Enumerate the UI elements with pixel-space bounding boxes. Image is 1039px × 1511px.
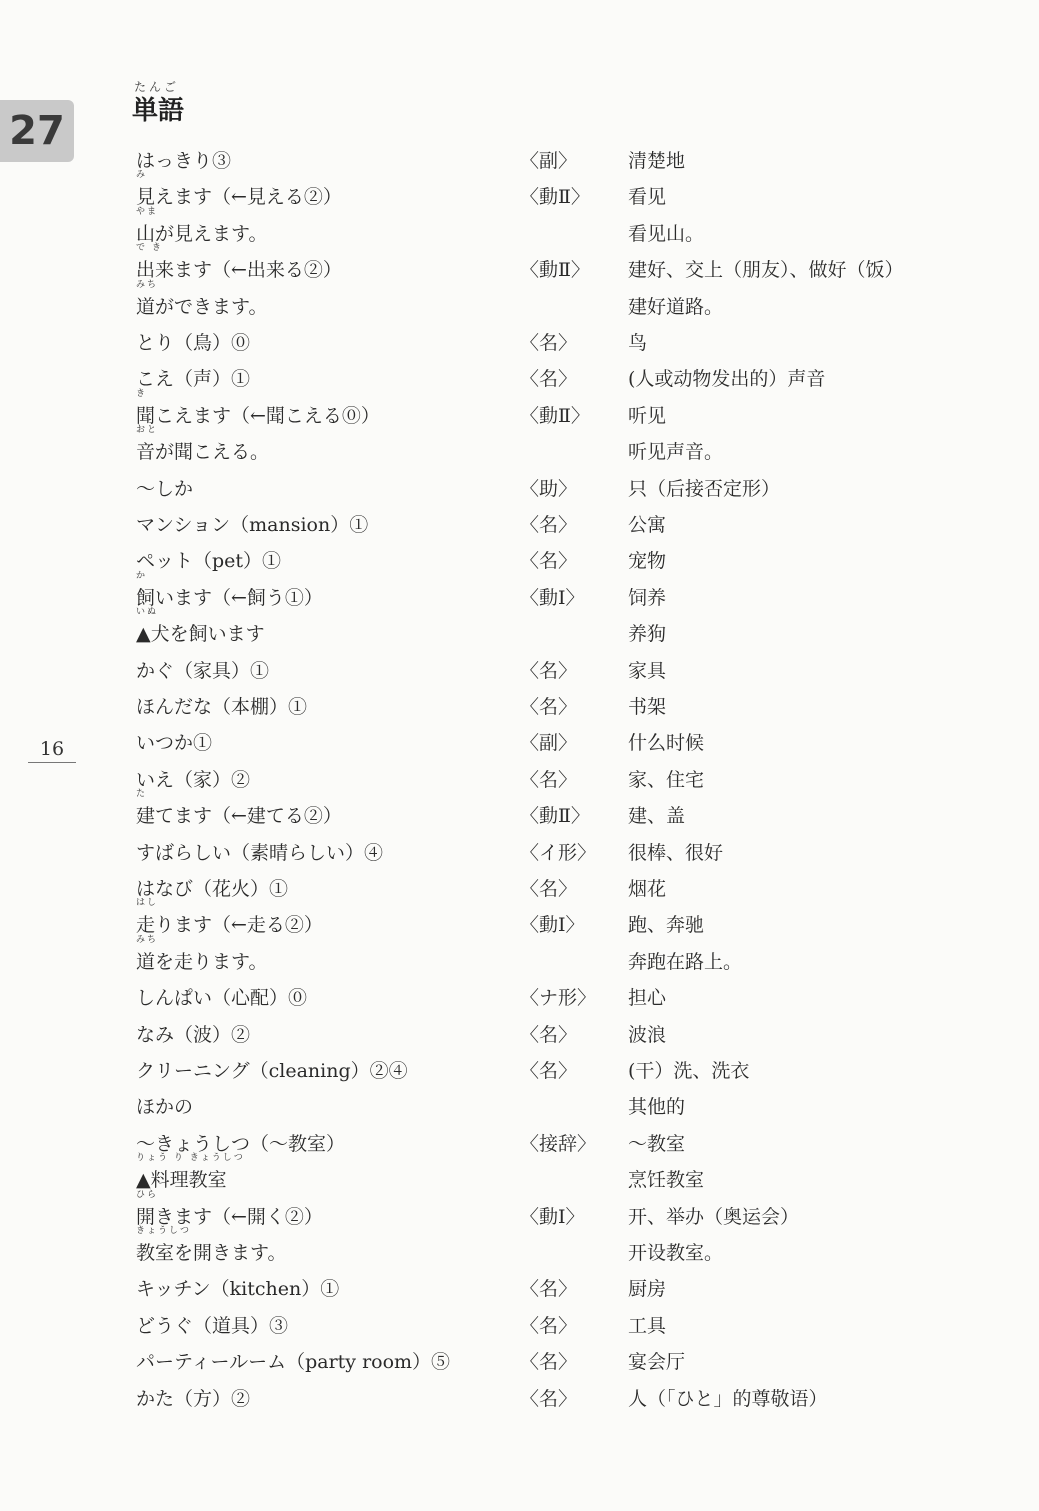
part-of-speech: 〈名〉 <box>520 1388 578 1410</box>
furigana: いぬ <box>136 607 159 617</box>
vocab-word: キッチン（kitchen）① <box>136 1278 340 1300</box>
vocab-word: 道ができます。 <box>136 296 268 318</box>
furigana: はし <box>136 898 159 908</box>
vocab-word: いつか① <box>136 732 213 754</box>
vocab-row <box>0 1271 1039 1307</box>
vocab-meaning: 家、住宅 <box>628 769 705 791</box>
vocab-row <box>0 361 1039 397</box>
vocab-word: 山が見えます。 <box>136 223 268 245</box>
part-of-speech: 〈名〉 <box>520 1024 578 1046</box>
vocab-meaning: 宴会厅 <box>628 1351 686 1373</box>
vocab-meaning: 建好道路。 <box>628 296 724 318</box>
vocab-word: ▲料理教室 <box>136 1169 227 1191</box>
part-of-speech: 〈動Ⅱ〉 <box>520 805 590 827</box>
vocab-meaning: ～教室 <box>628 1133 686 1155</box>
vocab-word: ▲犬を飼います <box>136 623 265 645</box>
vocab-meaning: 其他的 <box>628 1096 686 1118</box>
part-of-speech: 〈動Ⅱ〉 <box>520 186 590 208</box>
vocab-row <box>0 1381 1039 1417</box>
vocab-meaning: 看见山。 <box>628 223 705 245</box>
vocab-row <box>0 325 1039 361</box>
vocab-meaning: 宠物 <box>628 550 667 572</box>
furigana: み <box>136 170 148 180</box>
part-of-speech: 〈動Ⅱ〉 <box>520 405 590 427</box>
vocab-row <box>0 471 1039 507</box>
vocab-word: 道を走ります。 <box>136 951 268 973</box>
vocab-meaning: 公寓 <box>628 514 667 536</box>
part-of-speech: 〈名〉 <box>520 878 578 900</box>
part-of-speech: 〈ナ形〉 <box>520 987 597 1009</box>
part-of-speech: 〈名〉 <box>520 1315 578 1337</box>
part-of-speech: 〈助〉 <box>520 478 578 500</box>
part-of-speech: 〈イ形〉 <box>520 842 597 864</box>
furigana: か <box>136 571 148 581</box>
vocab-meaning: 建好、交上（朋友）、做好（饭） <box>628 259 904 281</box>
vocab-word: ペット（pet）① <box>136 550 282 572</box>
vocab-word: しんぱい（心配）⓪ <box>136 987 308 1009</box>
vocab-meaning: (干）洗、洗衣 <box>628 1060 750 1082</box>
part-of-speech: 〈動Ⅰ〉 <box>520 1206 585 1228</box>
vocab-word: なみ（波）② <box>136 1024 251 1046</box>
furigana: みち <box>136 935 159 945</box>
vocab-row <box>0 835 1039 871</box>
vocab-word: 聞こえます（←聞こえる⓪） <box>136 405 380 427</box>
title-ruby: たんご <box>134 80 180 94</box>
furigana: き <box>136 389 148 399</box>
vocab-meaning: (人或动物发出的）声音 <box>628 368 826 390</box>
furigana: りょう り きょうしつ <box>136 1153 245 1163</box>
vocab-word: かた（方）② <box>136 1388 251 1410</box>
vocab-meaning: 人（「ひと」的尊敬语） <box>628 1388 828 1410</box>
part-of-speech: 〈名〉 <box>520 514 578 536</box>
vocab-word: どうぐ（道具）③ <box>136 1315 289 1337</box>
part-of-speech: 〈名〉 <box>520 1060 578 1082</box>
vocab-word: とり（鳥）⓪ <box>136 332 251 354</box>
furigana: で き <box>136 243 163 253</box>
vocab-row <box>0 935 1039 980</box>
vocab-word: パーティールーム（party room）⑤ <box>136 1351 451 1373</box>
part-of-speech: 〈動Ⅱ〉 <box>520 259 590 281</box>
vocab-meaning: 厨房 <box>628 1278 667 1300</box>
part-of-speech: 〈動Ⅰ〉 <box>520 587 585 609</box>
vocab-meaning: 看见 <box>628 186 667 208</box>
vocab-meaning: 家具 <box>628 660 667 682</box>
vocab-word: 走ります（←走る②） <box>136 914 323 936</box>
vocab-word: クリーニング（cleaning）②④ <box>136 1060 408 1082</box>
lesson-number-tab: 27 <box>0 100 74 162</box>
vocab-row <box>0 1308 1039 1344</box>
vocab-meaning: 奔跑在路上。 <box>628 951 743 973</box>
vocab-word: はなび（花火）① <box>136 878 289 900</box>
vocab-word: ほかの <box>136 1096 194 1118</box>
vocab-word: こえ（声）① <box>136 368 251 390</box>
vocab-word: いえ（家）② <box>136 769 251 791</box>
vocab-word: 飼います（←飼う①） <box>136 587 323 609</box>
furigana: きょうしつ <box>136 1226 192 1236</box>
vocab-meaning: 建、盖 <box>628 805 686 827</box>
vocab-word: 建てます（←建てる②） <box>136 805 342 827</box>
vocab-meaning: 什么时候 <box>628 732 705 754</box>
vocab-meaning: 跑、奔驰 <box>628 914 705 936</box>
part-of-speech: 〈名〉 <box>520 696 578 718</box>
vocab-row <box>0 607 1039 652</box>
vocab-word: ～きょうしつ（～教室） <box>136 1133 346 1155</box>
vocab-meaning: 听见声音。 <box>628 441 724 463</box>
vocab-row <box>0 543 1039 579</box>
vocab-row <box>0 507 1039 543</box>
page-number: 16 <box>28 738 76 763</box>
part-of-speech: 〈副〉 <box>520 732 578 754</box>
vocab-meaning: 工具 <box>628 1315 667 1337</box>
vocab-word: 出来ます（←出来る②） <box>136 259 342 281</box>
vocab-meaning: 担心 <box>628 987 667 1009</box>
furigana: おと <box>136 425 159 435</box>
vocab-row <box>0 1344 1039 1380</box>
vocab-meaning: 清楚地 <box>628 150 686 172</box>
vocab-meaning: 开、举办（奥运会） <box>628 1206 800 1228</box>
vocab-row <box>0 1226 1039 1271</box>
vocab-meaning: 听见 <box>628 405 667 427</box>
furigana: た <box>136 789 148 799</box>
part-of-speech: 〈名〉 <box>520 1278 578 1300</box>
vocab-meaning: 鸟 <box>628 332 648 354</box>
vocab-word: はっきり③ <box>136 150 232 172</box>
vocab-meaning: 波浪 <box>628 1024 667 1046</box>
vocab-word: かぐ（家具）① <box>136 660 270 682</box>
vocab-row <box>0 143 1039 179</box>
vocab-row <box>0 1053 1039 1089</box>
part-of-speech: 〈名〉 <box>520 550 578 572</box>
furigana: ひら <box>136 1190 159 1200</box>
vocab-word: ほんだな（本棚）① <box>136 696 308 718</box>
part-of-speech: 〈名〉 <box>520 769 578 791</box>
vocab-row <box>0 762 1039 798</box>
part-of-speech: 〈動Ⅰ〉 <box>520 914 585 936</box>
vocab-meaning: 只（后接否定形） <box>628 478 781 500</box>
vocab-word: すばらしい（素晴らしい）④ <box>136 842 384 864</box>
vocab-row <box>0 1017 1039 1053</box>
vocab-word: ～しか <box>136 478 194 500</box>
part-of-speech: 〈名〉 <box>520 332 578 354</box>
vocab-word: 音が聞こえる。 <box>136 441 270 463</box>
vocab-row <box>0 789 1039 834</box>
vocab-row <box>0 980 1039 1016</box>
part-of-speech: 〈名〉 <box>520 368 578 390</box>
vocab-word: 開きます（←開く②） <box>136 1206 323 1228</box>
vocab-row <box>0 725 1039 761</box>
vocab-meaning: 饲养 <box>628 587 667 609</box>
vocab-meaning: 开设教室。 <box>628 1242 724 1264</box>
page-title: 単語 <box>132 96 185 126</box>
furigana: やま <box>136 207 159 217</box>
part-of-speech: 〈接辞〉 <box>520 1133 597 1155</box>
vocab-row <box>0 280 1039 325</box>
part-of-speech: 〈副〉 <box>520 150 578 172</box>
vocab-meaning: 书架 <box>628 696 667 718</box>
vocab-meaning: 烟花 <box>628 878 667 900</box>
part-of-speech: 〈名〉 <box>520 1351 578 1373</box>
furigana: みち <box>136 280 159 290</box>
vocab-word: マンション（mansion）① <box>136 514 369 536</box>
vocab-row <box>0 689 1039 725</box>
vocab-row <box>0 425 1039 470</box>
part-of-speech: 〈名〉 <box>520 660 578 682</box>
vocab-meaning: 烹饪教室 <box>628 1169 705 1191</box>
vocab-row <box>0 653 1039 689</box>
vocab-word: 見えます（←見える②） <box>136 186 342 208</box>
vocab-meaning: 很棒、很好 <box>628 842 724 864</box>
vocab-word: 教室を開きます。 <box>136 1242 287 1264</box>
vocab-row <box>0 1089 1039 1125</box>
vocab-meaning: 养狗 <box>628 623 667 645</box>
